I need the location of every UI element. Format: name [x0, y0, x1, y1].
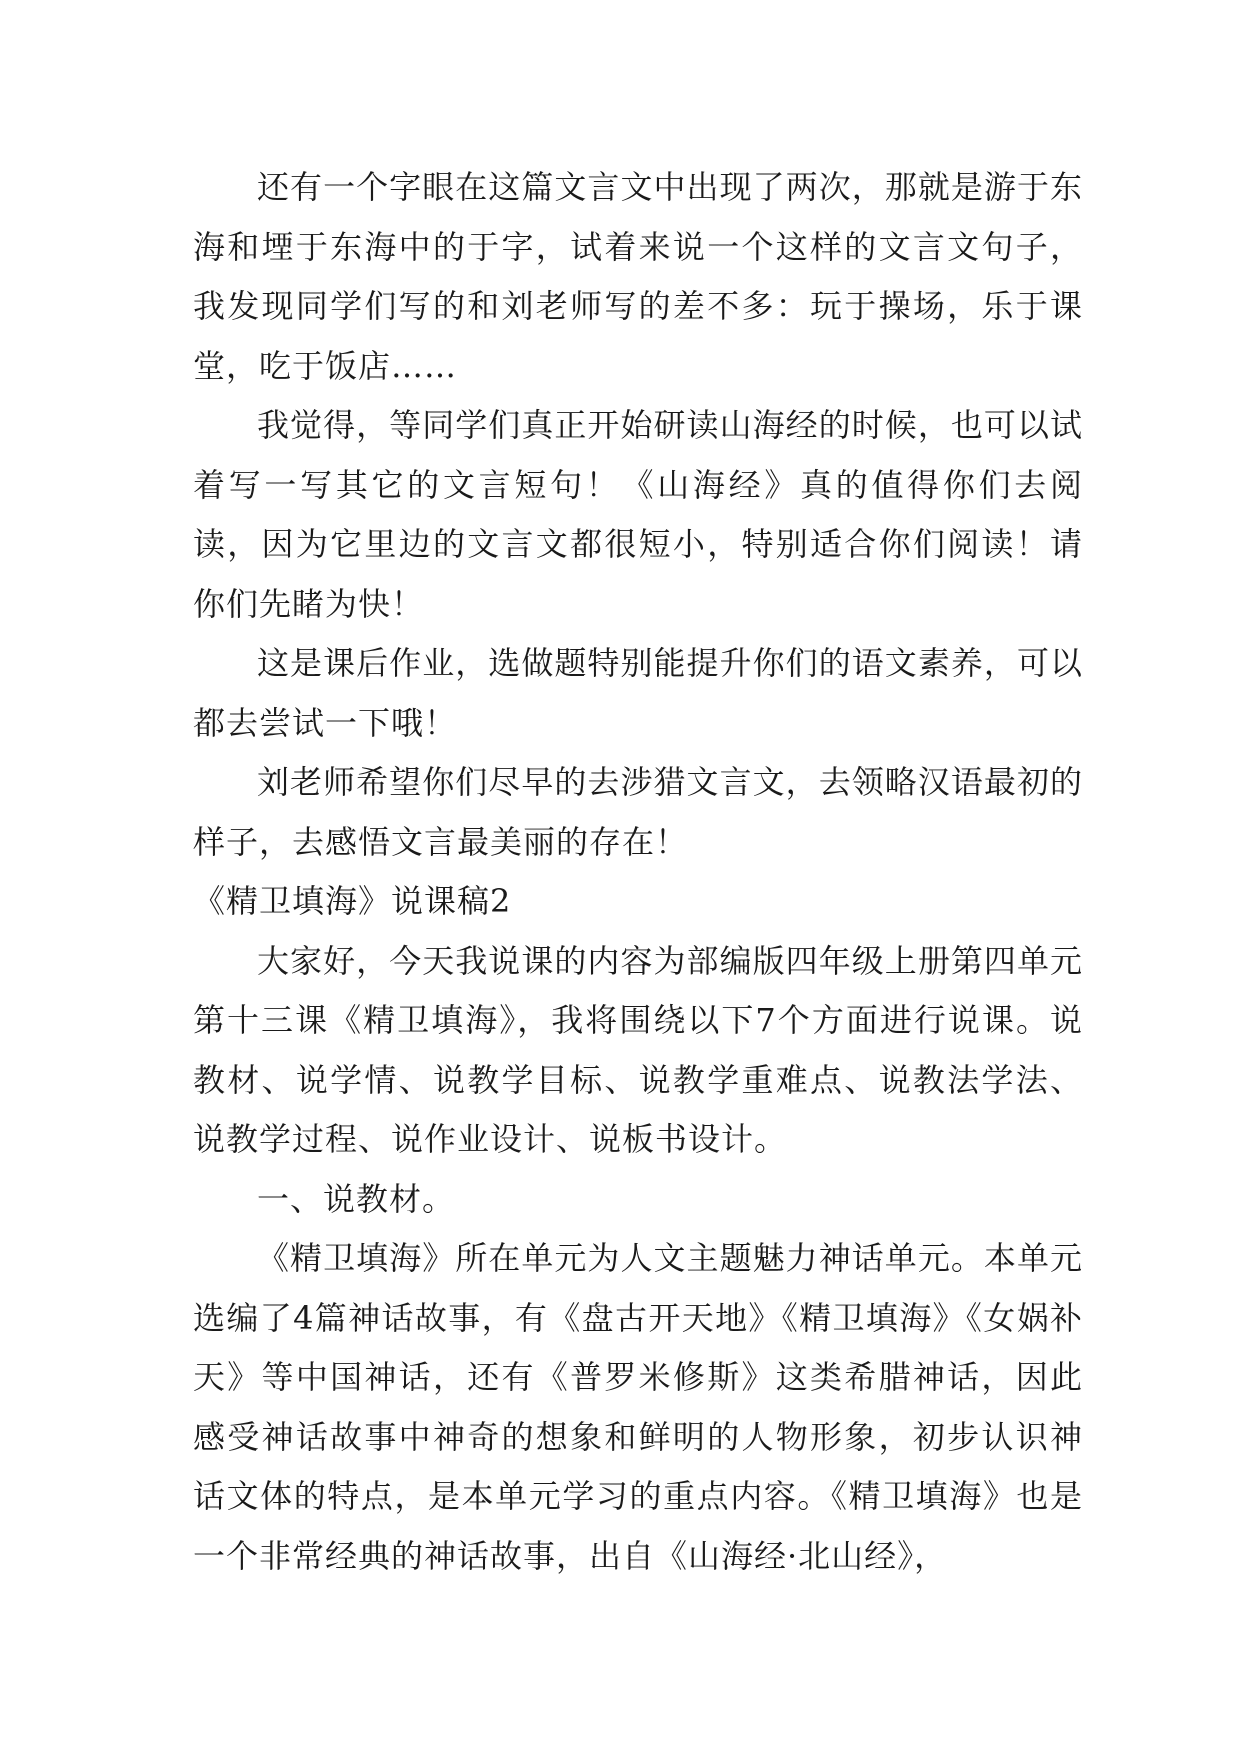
paragraph-2: 我觉得，等同学们真正开始研读山海经的时候，也可以试着写一写其它的文言短句！《山海经》真的值得你们去阅读，因为它里边的文言文都很短小，特别适合你们阅读！请你们先睹为快！ — [193, 406, 1083, 623]
section-paragraph-2: 一、说教材。 — [257, 1179, 456, 1218]
section-paragraph-1: 大家好，今天我说课的内容为部编版四年级上册第四单元第十三课《精卫填海》，我将围绕以下7个方面进行说课。说教材、说学情、说教学目标、说教学重难点、说教法学法、说教学过程、说作业设计、说板书设计。 — [193, 941, 1083, 1158]
section-title: 《精卫填海》说课稿2 — [193, 882, 512, 920]
section-paragraph-3: 《精卫填海》所在单元为人文主题魅力神话单元。本单元选编了4篇神话故事，有《盘古开天地》《精卫填海》《女娲补天》等中国神话，还有《普罗米修斯》这类希腊神话，因此感受神话故事中神奇的想象和鲜明的人物形象，初步认识神话文体的特点，是本单元学习的重点内容。《精卫填海》也是一个非常经典的神话故事，出自《山海经·北山经》， — [193, 1239, 1083, 1575]
paragraph-4: 刘老师希望你们尽早的去涉猎文言文，去领略汉语最初的样子，去感悟文言最美丽的存在！ — [193, 763, 1083, 861]
paragraph-1: 还有一个字眼在这篇文言文中出现了两次，那就是游于东海和堙于东海中的于字，试着来说一个这样的文言文句子，我发现同学们写的和刘老师写的差不多：玩于操场，乐于课堂，吃于饭店…… — [193, 168, 1083, 385]
paragraph-3: 这是课后作业，选做题特别能提升你们的语文素养，可以都去尝试一下哦！ — [193, 644, 1083, 742]
document-body — [193, 158, 1083, 1586]
